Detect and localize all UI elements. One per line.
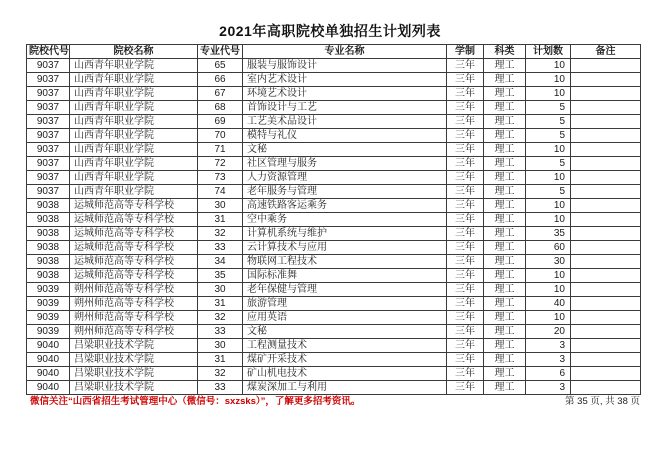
cell-major-code: 65	[198, 59, 243, 73]
cell-remarks	[571, 255, 641, 269]
cell-major-name: 煤炭深加工与利用	[243, 381, 447, 395]
cell-duration: 三年	[447, 325, 484, 339]
cell-major-name: 文秘	[243, 143, 447, 157]
table-row	[27, 115, 641, 129]
table-row	[27, 255, 641, 269]
column-header-college-code: 院校代号	[27, 45, 70, 59]
cell-college-code: 9037	[27, 87, 70, 101]
cell-college-code: 9037	[27, 143, 70, 157]
column-header-duration: 学制	[447, 45, 484, 59]
cell-remarks	[571, 381, 641, 395]
cell-college-code: 9039	[27, 297, 70, 311]
cell-college-code: 9037	[27, 73, 70, 87]
cell-major-code: 30	[198, 339, 243, 353]
cell-college-code: 9039	[27, 311, 70, 325]
cell-major-code: 31	[198, 353, 243, 367]
cell-major-name: 首饰设计与工艺	[243, 101, 447, 115]
cell-college-name: 山西青年职业学院	[70, 185, 198, 199]
cell-category: 理工	[484, 269, 526, 283]
table-row	[27, 311, 641, 325]
cell-college-code: 9039	[27, 325, 70, 339]
cell-major-name: 人力资源管理	[243, 171, 447, 185]
cell-major-name: 云计算技术与应用	[243, 241, 447, 255]
cell-college-code: 9040	[27, 381, 70, 395]
cell-category: 理工	[484, 185, 526, 199]
cell-plan-count: 10	[526, 171, 571, 185]
cell-major-code: 33	[198, 325, 243, 339]
cell-major-code: 33	[198, 241, 243, 255]
table-row	[27, 59, 641, 73]
cell-major-name: 工程测量技术	[243, 339, 447, 353]
cell-major-code: 73	[198, 171, 243, 185]
cell-plan-count: 5	[526, 115, 571, 129]
cell-category: 理工	[484, 199, 526, 213]
cell-category: 理工	[484, 73, 526, 87]
cell-plan-count: 10	[526, 311, 571, 325]
cell-duration: 三年	[447, 241, 484, 255]
cell-plan-count: 10	[526, 73, 571, 87]
cell-duration: 三年	[447, 227, 484, 241]
table-row	[27, 269, 641, 283]
cell-category: 理工	[484, 381, 526, 395]
cell-duration: 三年	[447, 213, 484, 227]
cell-college-name: 朔州师范高等专科学校	[70, 325, 198, 339]
cell-plan-count: 5	[526, 101, 571, 115]
cell-category: 理工	[484, 325, 526, 339]
cell-college-code: 9037	[27, 171, 70, 185]
cell-category: 理工	[484, 311, 526, 325]
cell-major-code: 71	[198, 143, 243, 157]
cell-duration: 三年	[447, 311, 484, 325]
page-number: 第 35 页, 共 38 页	[565, 396, 640, 407]
cell-remarks	[571, 115, 641, 129]
cell-category: 理工	[484, 115, 526, 129]
cell-college-name: 朔州师范高等专科学校	[70, 311, 198, 325]
cell-category: 理工	[484, 171, 526, 185]
cell-college-name: 山西青年职业学院	[70, 73, 198, 87]
cell-plan-count: 3	[526, 381, 571, 395]
table-row	[27, 241, 641, 255]
cell-category: 理工	[484, 59, 526, 73]
cell-category: 理工	[484, 129, 526, 143]
cell-college-name: 吕梁职业技术学院	[70, 339, 198, 353]
cell-duration: 三年	[447, 143, 484, 157]
cell-major-name: 老年服务与管理	[243, 185, 447, 199]
cell-major-code: 32	[198, 311, 243, 325]
cell-category: 理工	[484, 143, 526, 157]
cell-college-code: 9038	[27, 269, 70, 283]
cell-plan-count: 60	[526, 241, 571, 255]
cell-remarks	[571, 157, 641, 171]
cell-major-code: 32	[198, 367, 243, 381]
cell-college-name: 山西青年职业学院	[70, 87, 198, 101]
cell-major-code: 68	[198, 101, 243, 115]
cell-plan-count: 3	[526, 339, 571, 353]
cell-major-name: 物联网工程技术	[243, 255, 447, 269]
cell-remarks	[571, 269, 641, 283]
cell-major-code: 30	[198, 199, 243, 213]
cell-college-name: 运城师范高等专科学校	[70, 269, 198, 283]
table-header-row	[27, 45, 641, 59]
cell-duration: 三年	[447, 73, 484, 87]
cell-major-name: 旅游管理	[243, 297, 447, 311]
cell-remarks	[571, 367, 641, 381]
cell-college-name: 运城师范高等专科学校	[70, 255, 198, 269]
cell-major-name: 社区管理与服务	[243, 157, 447, 171]
column-header-major-code: 专业代号	[198, 45, 243, 59]
column-header-major-name: 专业名称	[243, 45, 447, 59]
cell-college-name: 朔州师范高等专科学校	[70, 297, 198, 311]
cell-college-name: 山西青年职业学院	[70, 101, 198, 115]
cell-college-name: 山西青年职业学院	[70, 129, 198, 143]
cell-duration: 三年	[447, 115, 484, 129]
cell-college-code: 9038	[27, 199, 70, 213]
cell-duration: 三年	[447, 59, 484, 73]
table-row	[27, 157, 641, 171]
cell-college-code: 9038	[27, 255, 70, 269]
table-row	[27, 353, 641, 367]
cell-major-name: 空中乘务	[243, 213, 447, 227]
cell-college-name: 运城师范高等专科学校	[70, 241, 198, 255]
cell-college-code: 9037	[27, 157, 70, 171]
cell-major-name: 高速铁路客运乘务	[243, 199, 447, 213]
cell-college-code: 9037	[27, 59, 70, 73]
table-row	[27, 185, 641, 199]
enrollment-plan-table	[26, 44, 641, 395]
cell-major-name: 文秘	[243, 325, 447, 339]
cell-major-code: 69	[198, 115, 243, 129]
table-row	[27, 283, 641, 297]
cell-remarks	[571, 185, 641, 199]
cell-college-name: 山西青年职业学院	[70, 171, 198, 185]
cell-duration: 三年	[447, 269, 484, 283]
cell-college-code: 9038	[27, 241, 70, 255]
cell-category: 理工	[484, 339, 526, 353]
cell-category: 理工	[484, 241, 526, 255]
cell-duration: 三年	[447, 381, 484, 395]
cell-college-code: 9038	[27, 227, 70, 241]
table-row	[27, 325, 641, 339]
cell-major-name: 矿山机电技术	[243, 367, 447, 381]
cell-major-name: 环境艺术设计	[243, 87, 447, 101]
cell-college-name: 运城师范高等专科学校	[70, 227, 198, 241]
cell-category: 理工	[484, 297, 526, 311]
cell-major-name: 服装与服饰设计	[243, 59, 447, 73]
cell-major-code: 30	[198, 283, 243, 297]
cell-remarks	[571, 241, 641, 255]
cell-major-code: 35	[198, 269, 243, 283]
cell-duration: 三年	[447, 185, 484, 199]
cell-plan-count: 5	[526, 129, 571, 143]
cell-college-code: 9037	[27, 101, 70, 115]
cell-major-code: 70	[198, 129, 243, 143]
table-row	[27, 297, 641, 311]
cell-remarks	[571, 199, 641, 213]
cell-college-name: 吕梁职业技术学院	[70, 353, 198, 367]
cell-plan-count: 6	[526, 367, 571, 381]
cell-major-name: 计算机系统与维护	[243, 227, 447, 241]
cell-plan-count: 10	[526, 269, 571, 283]
cell-duration: 三年	[447, 367, 484, 381]
cell-plan-count: 10	[526, 143, 571, 157]
table-row	[27, 143, 641, 157]
cell-major-name: 模特与礼仪	[243, 129, 447, 143]
cell-plan-count: 10	[526, 59, 571, 73]
cell-college-name: 吕梁职业技术学院	[70, 367, 198, 381]
page-footer	[26, 396, 640, 408]
cell-remarks	[571, 213, 641, 227]
cell-duration: 三年	[447, 87, 484, 101]
cell-remarks	[571, 227, 641, 241]
table-row	[27, 339, 641, 353]
table-row	[27, 73, 641, 87]
cell-major-code: 33	[198, 381, 243, 395]
cell-major-code: 67	[198, 87, 243, 101]
table-row	[27, 129, 641, 143]
table-row	[27, 227, 641, 241]
cell-remarks	[571, 325, 641, 339]
cell-major-name: 煤矿开采技术	[243, 353, 447, 367]
cell-remarks	[571, 297, 641, 311]
table-row	[27, 367, 641, 381]
table-row	[27, 381, 641, 395]
column-header-plan-count: 计划数	[526, 45, 571, 59]
cell-major-name: 应用英语	[243, 311, 447, 325]
cell-plan-count: 10	[526, 199, 571, 213]
cell-college-code: 9040	[27, 339, 70, 353]
table-row	[27, 199, 641, 213]
cell-college-name: 山西青年职业学院	[70, 59, 198, 73]
column-header-category: 科类	[484, 45, 526, 59]
cell-major-code: 66	[198, 73, 243, 87]
cell-major-name: 老年保健与管理	[243, 283, 447, 297]
cell-plan-count: 10	[526, 283, 571, 297]
cell-college-name: 运城师范高等专科学校	[70, 199, 198, 213]
column-header-college-name: 院校名称	[70, 45, 198, 59]
cell-category: 理工	[484, 87, 526, 101]
cell-category: 理工	[484, 367, 526, 381]
cell-duration: 三年	[447, 353, 484, 367]
cell-duration: 三年	[447, 297, 484, 311]
cell-major-code: 32	[198, 227, 243, 241]
cell-plan-count: 3	[526, 353, 571, 367]
cell-college-name: 朔州师范高等专科学校	[70, 283, 198, 297]
wechat-notice: 微信关注“山西省招生考试管理中心（微信号：sxzsks）”，了解更多招考资讯。	[30, 396, 361, 407]
cell-major-code: 74	[198, 185, 243, 199]
cell-major-name: 室内艺术设计	[243, 73, 447, 87]
page-title: 2021年高职院校单独招生计划列表	[219, 23, 441, 39]
cell-plan-count: 5	[526, 185, 571, 199]
cell-category: 理工	[484, 353, 526, 367]
cell-major-name: 工艺美术品设计	[243, 115, 447, 129]
table-row	[27, 171, 641, 185]
cell-category: 理工	[484, 101, 526, 115]
cell-remarks	[571, 59, 641, 73]
cell-college-name: 吕梁职业技术学院	[70, 381, 198, 395]
cell-college-code: 9038	[27, 213, 70, 227]
cell-major-name: 国际标准舞	[243, 269, 447, 283]
cell-college-code: 9039	[27, 283, 70, 297]
cell-duration: 三年	[447, 339, 484, 353]
cell-duration: 三年	[447, 157, 484, 171]
cell-major-code: 31	[198, 213, 243, 227]
cell-duration: 三年	[447, 101, 484, 115]
table-row	[27, 87, 641, 101]
cell-major-code: 31	[198, 297, 243, 311]
cell-duration: 三年	[447, 129, 484, 143]
cell-college-code: 9037	[27, 129, 70, 143]
cell-duration: 三年	[447, 283, 484, 297]
cell-plan-count: 10	[526, 213, 571, 227]
cell-plan-count: 35	[526, 227, 571, 241]
cell-remarks	[571, 283, 641, 297]
cell-college-name: 山西青年职业学院	[70, 115, 198, 129]
cell-remarks	[571, 129, 641, 143]
cell-remarks	[571, 143, 641, 157]
cell-remarks	[571, 171, 641, 185]
cell-remarks	[571, 87, 641, 101]
cell-college-name: 运城师范高等专科学校	[70, 213, 198, 227]
cell-college-code: 9037	[27, 115, 70, 129]
cell-remarks	[571, 339, 641, 353]
cell-category: 理工	[484, 213, 526, 227]
cell-remarks	[571, 353, 641, 367]
cell-category: 理工	[484, 227, 526, 241]
cell-plan-count: 10	[526, 87, 571, 101]
cell-college-name: 山西青年职业学院	[70, 143, 198, 157]
cell-plan-count: 40	[526, 297, 571, 311]
table-row	[27, 213, 641, 227]
cell-plan-count: 20	[526, 325, 571, 339]
cell-major-code: 34	[198, 255, 243, 269]
cell-remarks	[571, 101, 641, 115]
cell-category: 理工	[484, 283, 526, 297]
cell-college-code: 9040	[27, 353, 70, 367]
cell-category: 理工	[484, 157, 526, 171]
cell-college-code: 9040	[27, 367, 70, 381]
cell-plan-count: 5	[526, 157, 571, 171]
cell-duration: 三年	[447, 255, 484, 269]
cell-duration: 三年	[447, 171, 484, 185]
column-header-remarks: 备注	[571, 45, 641, 59]
cell-plan-count: 30	[526, 255, 571, 269]
table-row	[27, 101, 641, 115]
cell-category: 理工	[484, 255, 526, 269]
cell-duration: 三年	[447, 199, 484, 213]
cell-college-name: 山西青年职业学院	[70, 157, 198, 171]
cell-college-code: 9037	[27, 185, 70, 199]
cell-remarks	[571, 311, 641, 325]
cell-remarks	[571, 73, 641, 87]
cell-major-code: 72	[198, 157, 243, 171]
